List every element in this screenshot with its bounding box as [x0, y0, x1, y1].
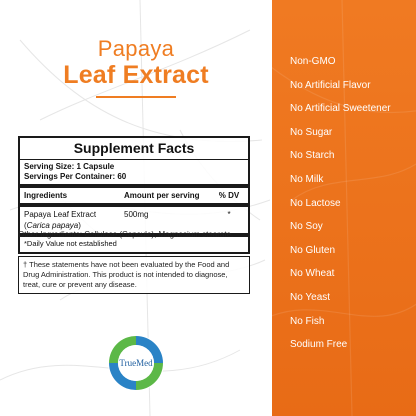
servings-per-container: Servings Per Container: 60	[24, 172, 127, 181]
ingredient-latin-name: Carica papaya	[26, 221, 79, 230]
divider-thick	[20, 203, 248, 207]
ingredient-dv: *	[227, 210, 231, 219]
fda-disclaimer: † These statements have not been evaluated by the Food and Drug Administration. This product is not intended to diagnose, treat, cure or prevent any disease.	[18, 256, 250, 294]
feature-item: No Sugar	[290, 126, 333, 138]
truemed-logo	[106, 333, 166, 393]
feature-item: No Gluten	[290, 244, 336, 256]
divider-thick	[20, 184, 248, 188]
col-amount: Amount per serving	[124, 191, 200, 200]
ingredient-amount: 500mg	[124, 210, 149, 219]
ingredient-row	[24, 209, 244, 231]
serving-size: Serving Size: 1 Capsule	[24, 162, 115, 171]
logo-text: TrueMed	[119, 358, 153, 368]
feature-item: No Soy	[290, 221, 323, 233]
feature-item: No Milk	[290, 173, 324, 185]
feature-item: No Artificial Sweetener	[290, 103, 391, 115]
product-title-line-2: Leaf Extract	[63, 61, 209, 89]
feature-item: No Fish	[290, 315, 325, 327]
ingredient-name: Papaya Leaf Extract (Carica papaya)	[24, 210, 97, 230]
feature-item: No Lactose	[290, 197, 341, 209]
feature-item: Non-GMO	[290, 56, 336, 67]
features-panel	[272, 0, 416, 416]
title-underline	[96, 96, 176, 98]
feature-item: No Wheat	[290, 268, 335, 280]
feature-item: No Artificial Flavor	[290, 79, 371, 91]
feature-item: No Starch	[290, 150, 335, 162]
facts-header-row	[24, 190, 244, 201]
feature-list	[290, 50, 391, 357]
daily-value-footnote: *Daily Value not established	[24, 239, 117, 248]
product-title-line-1: Papaya	[97, 36, 175, 61]
feature-item: Sodium Free	[290, 339, 348, 351]
other-ingredients: Other Ingredients: Cellulose (Capsule), Magnesium stearate.	[18, 230, 234, 239]
supplement-facts-heading: Supplement Facts	[73, 140, 195, 156]
feature-item: No Yeast	[290, 291, 331, 303]
col-ingredients: Ingredients	[24, 191, 68, 200]
divider	[20, 159, 248, 160]
col-dv: % DV	[218, 191, 240, 200]
